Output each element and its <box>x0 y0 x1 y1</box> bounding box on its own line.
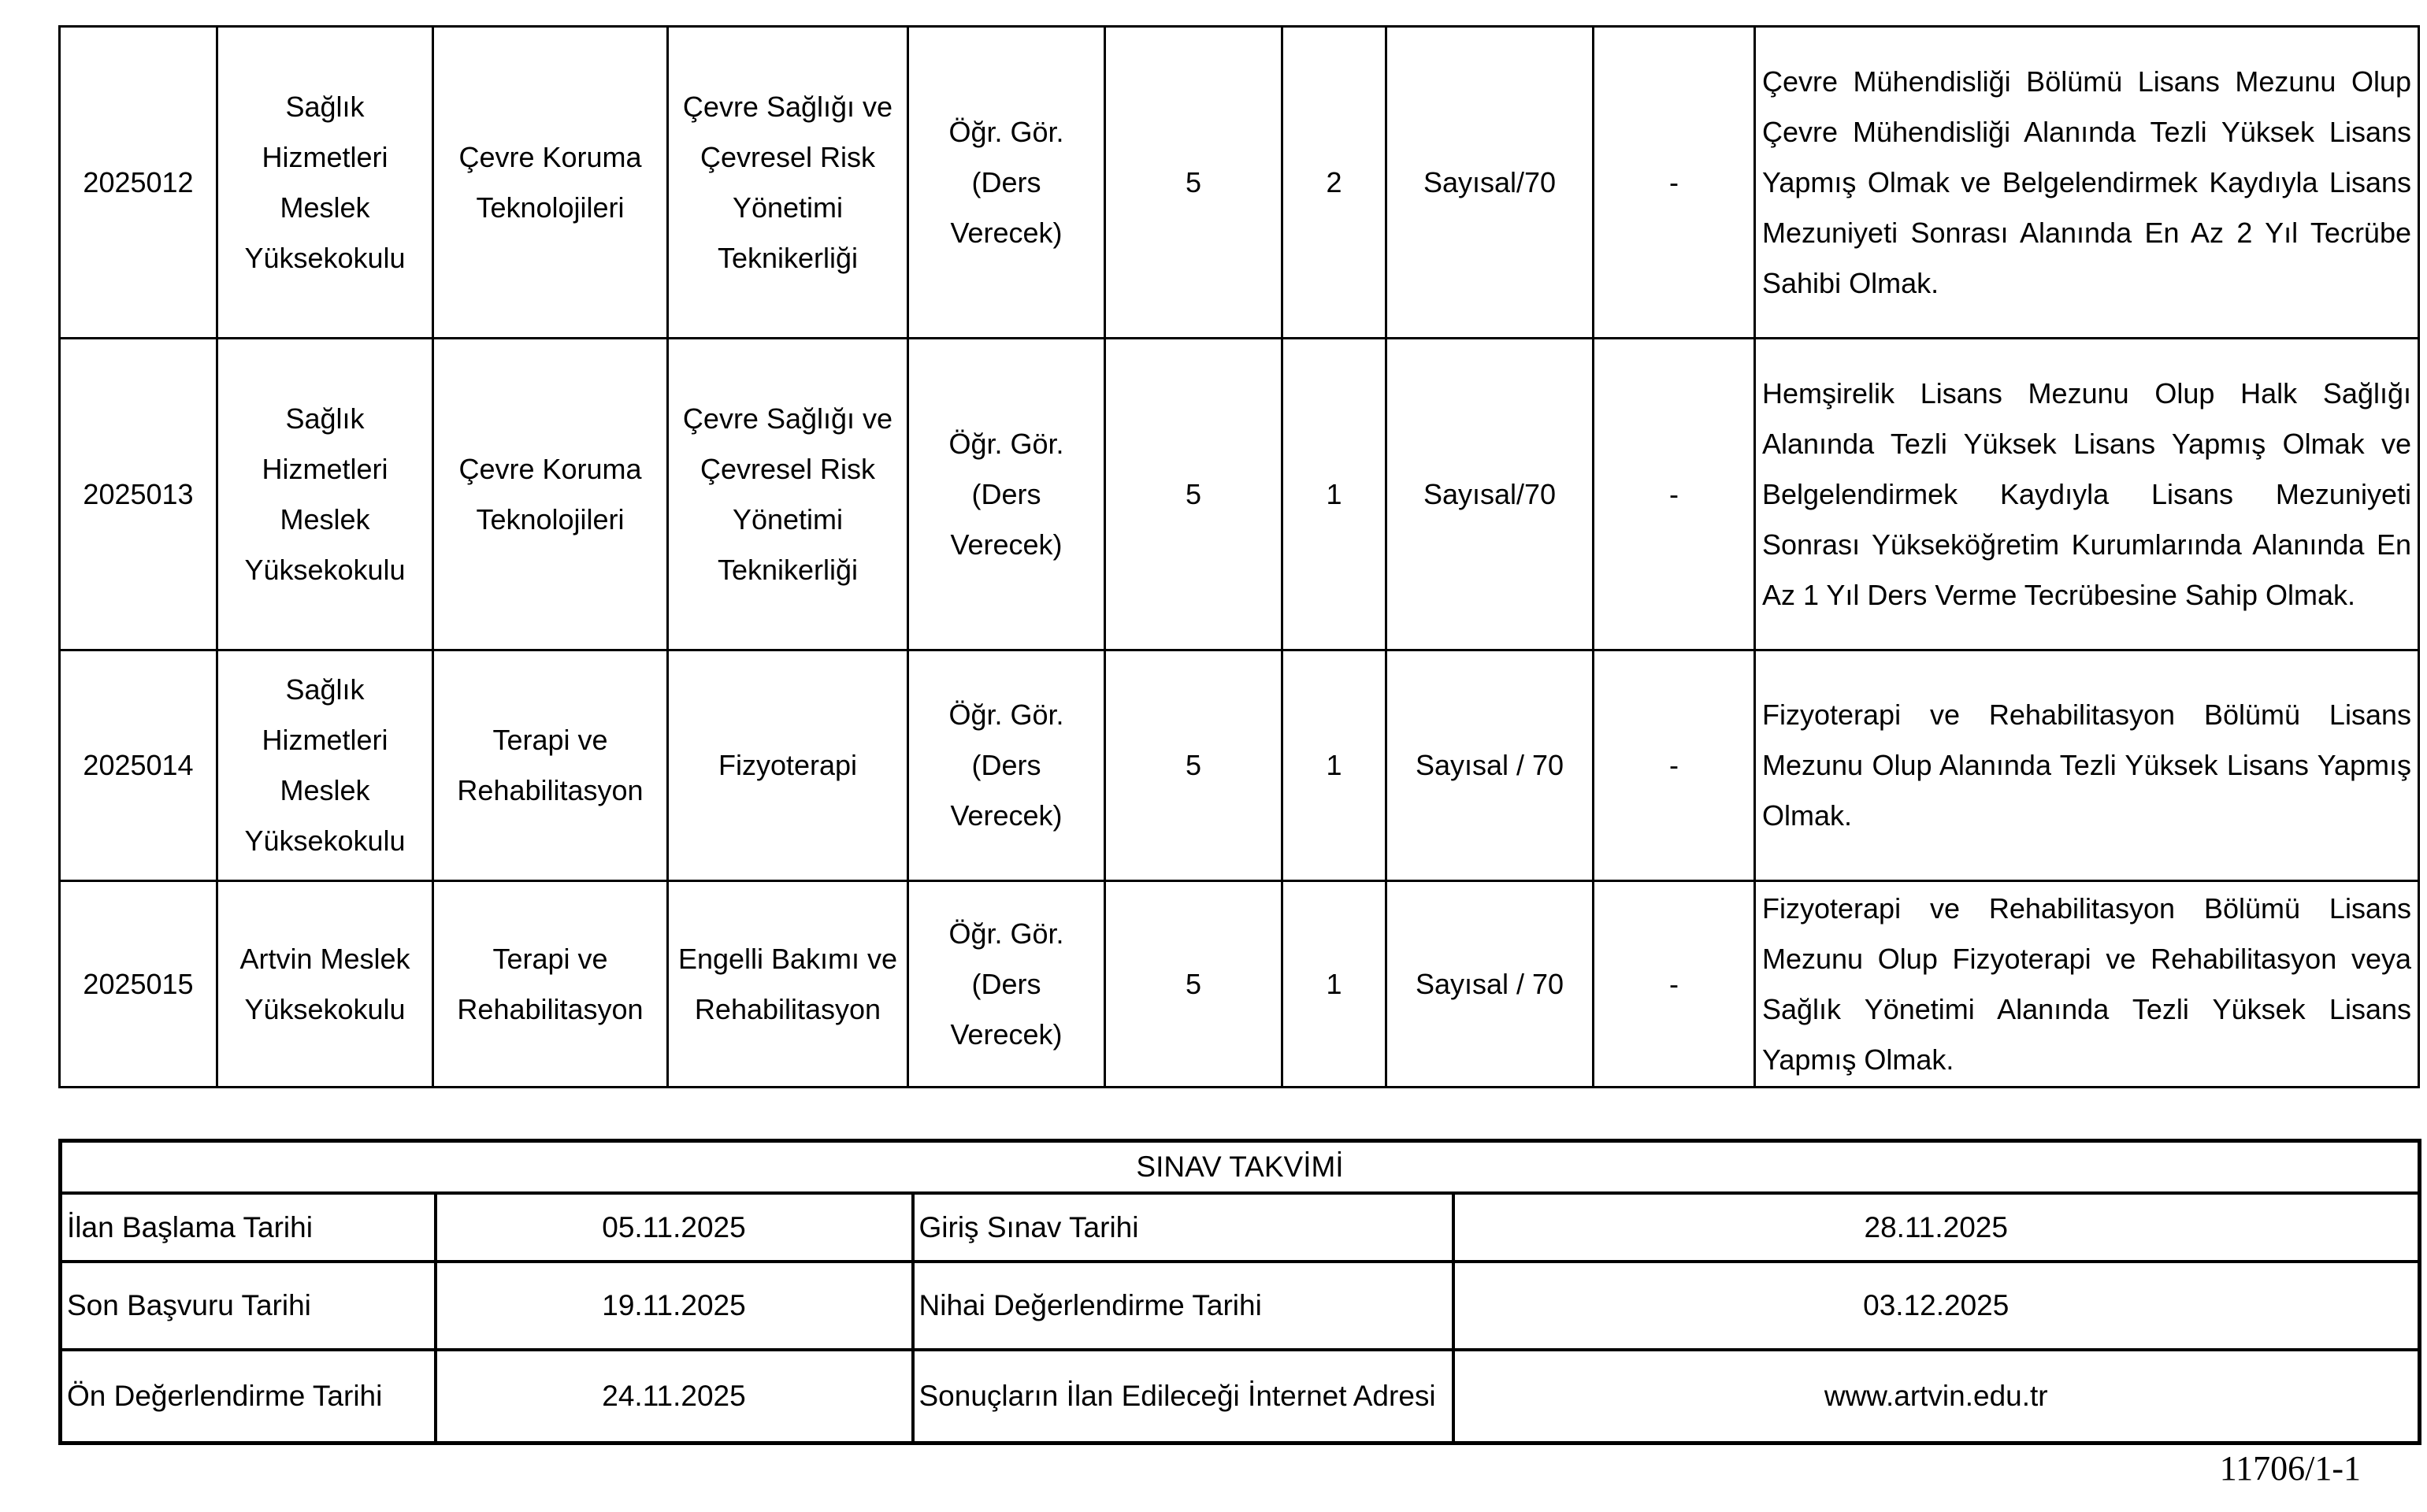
position-count: 1 <box>1282 650 1386 881</box>
table-row <box>60 27 2419 339</box>
position-unit: Sağlık Hizmetleri Meslek Yüksekokulu <box>217 27 433 339</box>
calendar-title-row <box>61 1141 2420 1194</box>
calendar-title: SINAV TAKVİMİ <box>61 1141 2420 1194</box>
position-ales: Sayısal/70 <box>1386 27 1594 339</box>
position-grade: 5 <box>1105 339 1282 650</box>
calendar-label: Giriş Sınav Tarihi <box>913 1193 1453 1262</box>
position-code: 2025014 <box>60 650 217 881</box>
position-grade: 5 <box>1105 881 1282 1088</box>
position-title: Öğr. Gör. (Ders Verecek) <box>908 881 1105 1088</box>
position-department: Çevre Koruma Teknolojileri <box>433 27 668 339</box>
position-title: Öğr. Gör. (Ders Verecek) <box>908 339 1105 650</box>
page-number: 11706/1-1 <box>2219 1449 2361 1488</box>
calendar-value: 03.12.2025 <box>1453 1262 2420 1350</box>
position-foreign-language: - <box>1594 650 1755 881</box>
position-ales: Sayısal/70 <box>1386 339 1594 650</box>
position-count: 2 <box>1282 27 1386 339</box>
position-foreign-language: - <box>1594 339 1755 650</box>
position-requirements: Fizyoterapi ve Rehabilitasyon Bölümü Lisans Mezunu Olup Fizyoterapi ve Rehabilitasyon veya Sağlık Yönetimi Alanında Tezli Yüksek Lisans Yapmış Olmak. <box>1755 881 2419 1088</box>
calendar-value: 24.11.2025 <box>436 1350 913 1443</box>
table-row <box>60 339 2419 650</box>
calendar-value: www.artvin.edu.tr <box>1453 1350 2420 1443</box>
position-requirements: Çevre Mühendisliği Bölümü Lisans Mezunu Olup Çevre Mühendisliği Alanında Tezli Yüksek Lisans Yapmış Olmak ve Belgelendirmek Kaydıyla Lisans Mezuniyeti Sonrası Alanında En Az 2 Yıl Tecrübe Sahibi Olmak. <box>1755 27 2419 339</box>
calendar-label: Son Başvuru Tarihi <box>61 1262 436 1350</box>
position-program: Engelli Bakımı ve Rehabilitasyon <box>668 881 908 1088</box>
calendar-value: 19.11.2025 <box>436 1262 913 1350</box>
position-foreign-language: - <box>1594 881 1755 1088</box>
position-count: 1 <box>1282 881 1386 1088</box>
calendar-label: Nihai Değerlendirme Tarihi <box>913 1262 1453 1350</box>
position-title: Öğr. Gör. (Ders Verecek) <box>908 27 1105 339</box>
position-foreign-language: - <box>1594 27 1755 339</box>
position-department: Çevre Koruma Teknolojileri <box>433 339 668 650</box>
position-program: Çevre Sağlığı ve Çevresel Risk Yönetimi Teknikerliği <box>668 27 908 339</box>
position-grade: 5 <box>1105 27 1282 339</box>
calendar-value: 28.11.2025 <box>1453 1193 2420 1262</box>
position-title: Öğr. Gör. (Ders Verecek) <box>908 650 1105 881</box>
position-ales: Sayısal / 70 <box>1386 650 1594 881</box>
position-department: Terapi ve Rehabilitasyon <box>433 650 668 881</box>
position-code: 2025015 <box>60 881 217 1088</box>
table-row <box>61 1193 2420 1262</box>
position-grade: 5 <box>1105 650 1282 881</box>
calendar-label: Sonuçların İlan Edileceği İnternet Adresi <box>913 1350 1453 1443</box>
positions-table <box>58 25 2420 1088</box>
table-row <box>60 881 2419 1088</box>
position-unit: Sağlık Hizmetleri Meslek Yüksekokulu <box>217 650 433 881</box>
position-department: Terapi ve Rehabilitasyon <box>433 881 668 1088</box>
position-requirements: Fizyoterapi ve Rehabilitasyon Bölümü Lisans Mezunu Olup Alanında Tezli Yüksek Lisans Yapmış Olmak. <box>1755 650 2419 881</box>
table-row <box>61 1350 2420 1443</box>
position-program: Çevre Sağlığı ve Çevresel Risk Yönetimi Teknikerliği <box>668 339 908 650</box>
position-code: 2025012 <box>60 27 217 339</box>
position-ales: Sayısal / 70 <box>1386 881 1594 1088</box>
position-code: 2025013 <box>60 339 217 650</box>
position-requirements: Hemşirelik Lisans Mezunu Olup Halk Sağlığı Alanında Tezli Yüksek Lisans Yapmış Olmak ve Belgelendirmek Kaydıyla Lisans Mezuniyeti Sonrası Yükseköğretim Kurumlarında Alanında En Az 1 Yıl Ders Verme Tecrübesine Sahip Olmak. <box>1755 339 2419 650</box>
table-row <box>60 650 2419 881</box>
calendar-label: Ön Değerlendirme Tarihi <box>61 1350 436 1443</box>
exam-calendar-table <box>58 1139 2421 1445</box>
position-unit: Sağlık Hizmetleri Meslek Yüksekokulu <box>217 339 433 650</box>
position-count: 1 <box>1282 339 1386 650</box>
calendar-label: İlan Başlama Tarihi <box>61 1193 436 1262</box>
position-program: Fizyoterapi <box>668 650 908 881</box>
table-row <box>61 1262 2420 1350</box>
position-unit: Artvin Meslek Yüksekokulu <box>217 881 433 1088</box>
calendar-value: 05.11.2025 <box>436 1193 913 1262</box>
